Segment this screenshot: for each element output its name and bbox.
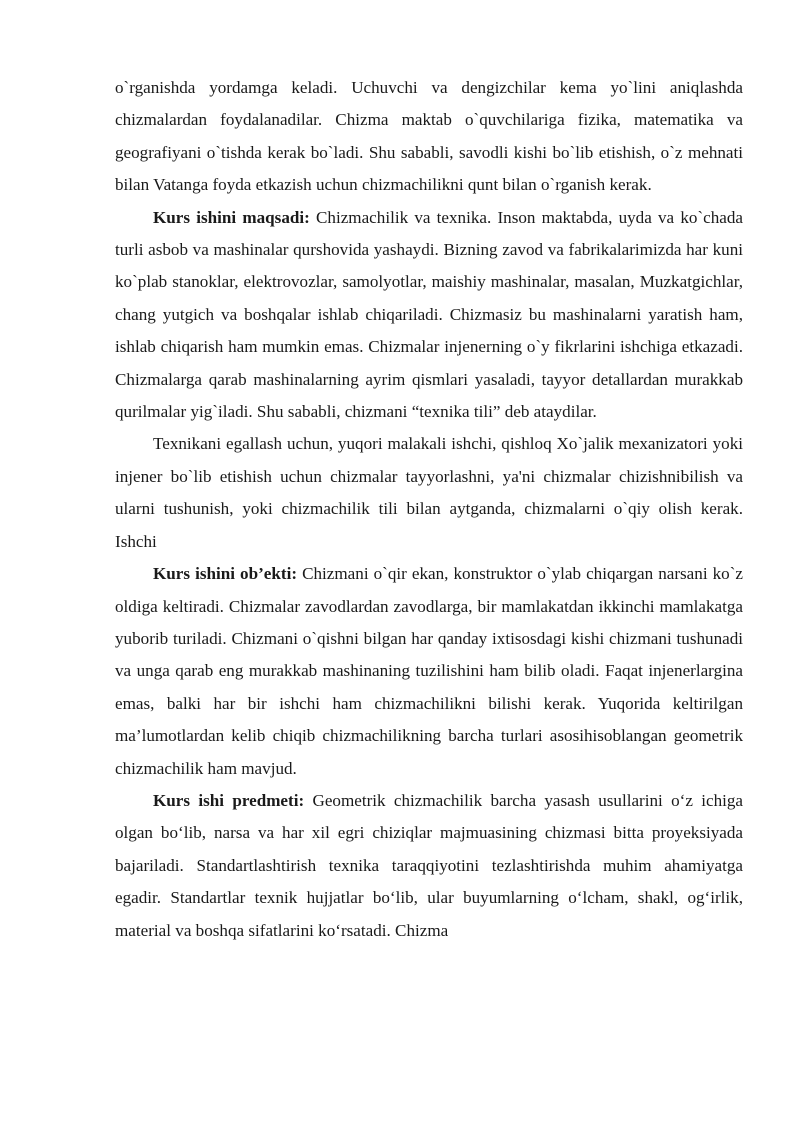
paragraph-text: Chizmachilik va texnika. Inson maktabda, uyda va ko`chada turli asbob va mashinalar qurshovida yashaydi. Bizning zavod va fabrikalarimizda har kuni ko`plab stanoklar, elektrovozlar, samolyotlar, maishiy mashinalar, masalan, Muzkatgichlar, chang yutgich va boshqalar ishlab chiqariladi. Chizmasiz bu mashinalarni yaratish ham, ishlab chiqarish ham mumkin emas. Chizmalar injenerning o`y fikrlarini ishchiga etkazadi. Chizmalarga qarab mashinalarning ayrim qismlari yasaladi, tayyor detallardan murakkab qurilmalar yig`iladi. Shu sababli, chizmani “texnika tili” deb ataydilar.: [115, 207, 743, 422]
paragraph-text: Geometrik chizmachilik barcha yasash usullarini o‘z ichiga olgan bo‘lib, narsa va har xil egri chiziqlar majmuasining chizmasi bitta proyeksiyada bajariladi. Standartlashtirish texnika taraqqiyotini tezlashtirishda muhim ahamiyatga egadir. Standartlar texnik hujjatlar bo‘lib, ular buyumlarning o‘lcham, shakl, og‘irlik, material va boshqa sifatlarini ko‘rsatadi. Chizma: [115, 790, 744, 940]
paragraph-text: o`rganishda yordamga keladi. Uchuvchi va dengizchilar kema yo`lini aniqlashda chizmalardan foydalanadilar. Chizma maktab o`quvchilariga fizika, matematika va geografiyani o`tishda kerak bo`ladi. Shu sababli, savodli kishi bo`lib etishish, o`z mehnati bilan Vatanga foyda etkazish uchun chizmachilikni qunt bilan o`rganish kerak.: [115, 78, 743, 195]
document-page: [115, 72, 743, 947]
paragraph-text: Texnikani egallash uchun, yuqori malakali ishchi, qishloq Xo`jalik mexanizatori yoki injener bo`lib etishish uchun chizmalar tayyorlashni, ya'ni chizmalar chizishnibilish va ularni tushunish, yoki chizmachilik tili bilan aytganda, chizmalarni o`qiy olish kerak. Ishchi: [115, 434, 743, 551]
paragraph-heading: Kurs ishini maqsadi:: [153, 207, 310, 227]
paragraph-heading: Kurs ishini ob’ekti:: [153, 564, 298, 584]
paragraph-heading: Kurs ishi predmeti:: [153, 790, 305, 810]
paragraph-intro: [115, 72, 743, 202]
paragraph-mastery: [115, 428, 743, 558]
paragraph-object: [115, 558, 743, 785]
paragraph-subject: [115, 785, 743, 947]
paragraph-goal: [115, 202, 743, 429]
paragraph-text: Chizmani o`qir ekan, konstruktor o`ylab chiqargan narsani ko`z oldiga keltiradi. Chizmalar zavodlardan zavodlarga, bir mamlakatdan ikkinchi mamlakatga yuborib turiladi. Chizmani o`qishni bilgan har qanday ixtisosdagi kishi chizmani tushunadi va unga qarab eng murakkab mashinaning tuzilishini ham bilib oladi. Faqat injenerlargina emas, balki har bir ishchi ham chizmachilikni bilishi kerak. Yuqorida keltirilgan ma’lumotlardan kelib chiqib chizmachilikning barcha turlari asosihisoblangan geometrik chizmachilik ham mavjud.: [115, 564, 743, 778]
